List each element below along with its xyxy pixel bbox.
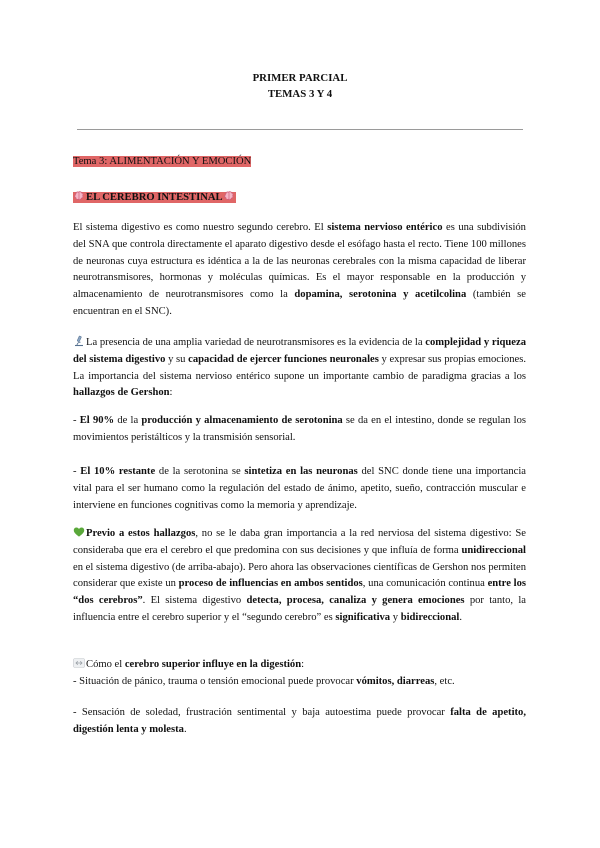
bold-run: El 10% restante: [80, 466, 156, 477]
text-run: (también se encuentran en el SNC).: [73, 289, 526, 317]
text-run: :: [301, 659, 305, 670]
text-run: La presencia de una amplia variedad de neurotransmisores es la evidencia de la: [86, 337, 426, 348]
text-run: El sistema digestivo es como nuestro segundo cerebro. El: [73, 222, 328, 233]
text-run: Cómo el: [86, 659, 125, 670]
text-run: del SNC donde tiene una importancia vital para el ser humano como la regulación del estado de ánimo, apetito, sueño, contracción muscular e interviene en funciones cognitivas como la memoria y aprendizaje.: [73, 466, 526, 511]
text-run: .: [183, 723, 187, 735]
text-run: de la: [114, 415, 142, 426]
document-subtitle: TEMAS 3 Y 4: [267, 88, 333, 100]
bold-run: El 90%: [79, 415, 115, 426]
bold-run: bidireccional: [400, 611, 460, 623]
cerebro-heading-highlight: [73, 192, 236, 203]
paragraph-90-percent: [73, 413, 526, 447]
bold-run: producción y almacenamiento de serotonina: [141, 415, 343, 426]
paragraph-soledad: [73, 705, 526, 739]
horizontal-rule: [77, 129, 523, 130]
text-run: , no se le daba gran importancia a la red nerviosa del sistema digestivo: Se consideraba que era el cerebro el que predomina con sus decisiones y que influía de forma: [73, 528, 526, 556]
text-run: en el sistema digestivo (de arriba-abajo). Pero ahora las observaciones científicas de Gershon nos permiten considerar que existe un: [73, 561, 526, 590]
paragraph-10-percent: [73, 464, 526, 514]
text-run: y su: [165, 353, 189, 365]
green-heart-icon: [73, 526, 85, 538]
paragraph-como: [73, 657, 526, 691]
paragraph-previo: [73, 526, 526, 627]
tema-title: Tema 3: ALIMENTACIÓN Y EMOCIÓN: [73, 156, 252, 167]
text-run: :: [169, 387, 173, 399]
text-run: se da en el intestino, donde se regulan los movimientos peristálticos y la transmisión sensorial.: [73, 415, 526, 443]
text-run: -: [73, 415, 80, 426]
brain-icon: [73, 190, 85, 202]
brain-icon: [223, 190, 235, 202]
text-run: y: [390, 611, 401, 623]
text-run: es una subdivisión del SNA que controla directamente el aparato digestivo desde el esófago hasta el recto. Tiene 100 millones de neuronas cuya estructura es idéntica a la de las neuronas cerebrales con la misma capacidad de liberar neurotransmisores, hormonas y moléculas químicas. Es el mayor responsable en la producción y almacenamiento de neurotransmisores como la: [73, 222, 526, 301]
bold-run: detecta, procesa, canaliza y genera emociones: [246, 595, 465, 607]
paragraph-intro: [73, 220, 526, 321]
text-run: por tanto, la influencia entre el cerebro superior y el “segundo cerebro” es: [73, 595, 527, 623]
paragraph-presencia: [73, 335, 526, 402]
bold-run: unidireccional: [461, 544, 526, 556]
bold-run: dopamina, serotonina y acetilcolina: [294, 289, 467, 301]
bold-run: significativa: [335, 611, 391, 623]
bold-run: cerebro superior influye en la digestión: [124, 659, 302, 670]
document-title: PRIMER PARCIAL: [252, 72, 348, 84]
text-run: . El sistema digestivo: [142, 595, 247, 607]
microscope-icon: [73, 335, 85, 347]
section-heading-cerebro: [73, 190, 526, 207]
bold-run: sintetiza en las neuronas: [244, 466, 358, 477]
bold-run: Previo a estos hallazgos: [86, 528, 196, 539]
cerebro-heading-text: EL CEREBRO INTESTINAL: [86, 192, 223, 203]
bold-run: hallazgos de Gershon: [73, 387, 170, 399]
bold-run: capacidad de ejercer funciones neuronales: [188, 353, 379, 365]
text-run: -: [73, 466, 81, 477]
bold-run: sistema nervioso entérico: [327, 222, 443, 233]
text-run: , una comunicación continua: [362, 578, 488, 590]
text-run: - Sensación de soledad, frustración sentimental y baja autoestima puede provocar: [73, 707, 451, 718]
text-run: , etc.: [434, 675, 455, 687]
text-run: de la serotonina se: [155, 466, 245, 477]
bold-run: vómitos, diarreas: [356, 675, 435, 687]
text-run: .: [459, 611, 463, 623]
text-run: - Situación de pánico, trauma o tensión emocional puede provocar: [73, 675, 357, 687]
arrows-icon: [73, 657, 85, 669]
section-heading-tema: [73, 154, 526, 171]
text-run: y expresar sus propias emociones. La importancia del sistema nervioso entérico supone un importante cambio de paradigma gracias a los: [73, 353, 526, 382]
bold-run: falta de apetito, digestión lenta y molesta: [73, 707, 526, 735]
bold-run: complejidad y riqueza del sistema digestivo: [73, 337, 526, 365]
bold-run: entre los “dos cerebros”: [73, 578, 526, 607]
bold-run: proceso de influencias en ambos sentidos: [178, 578, 363, 590]
